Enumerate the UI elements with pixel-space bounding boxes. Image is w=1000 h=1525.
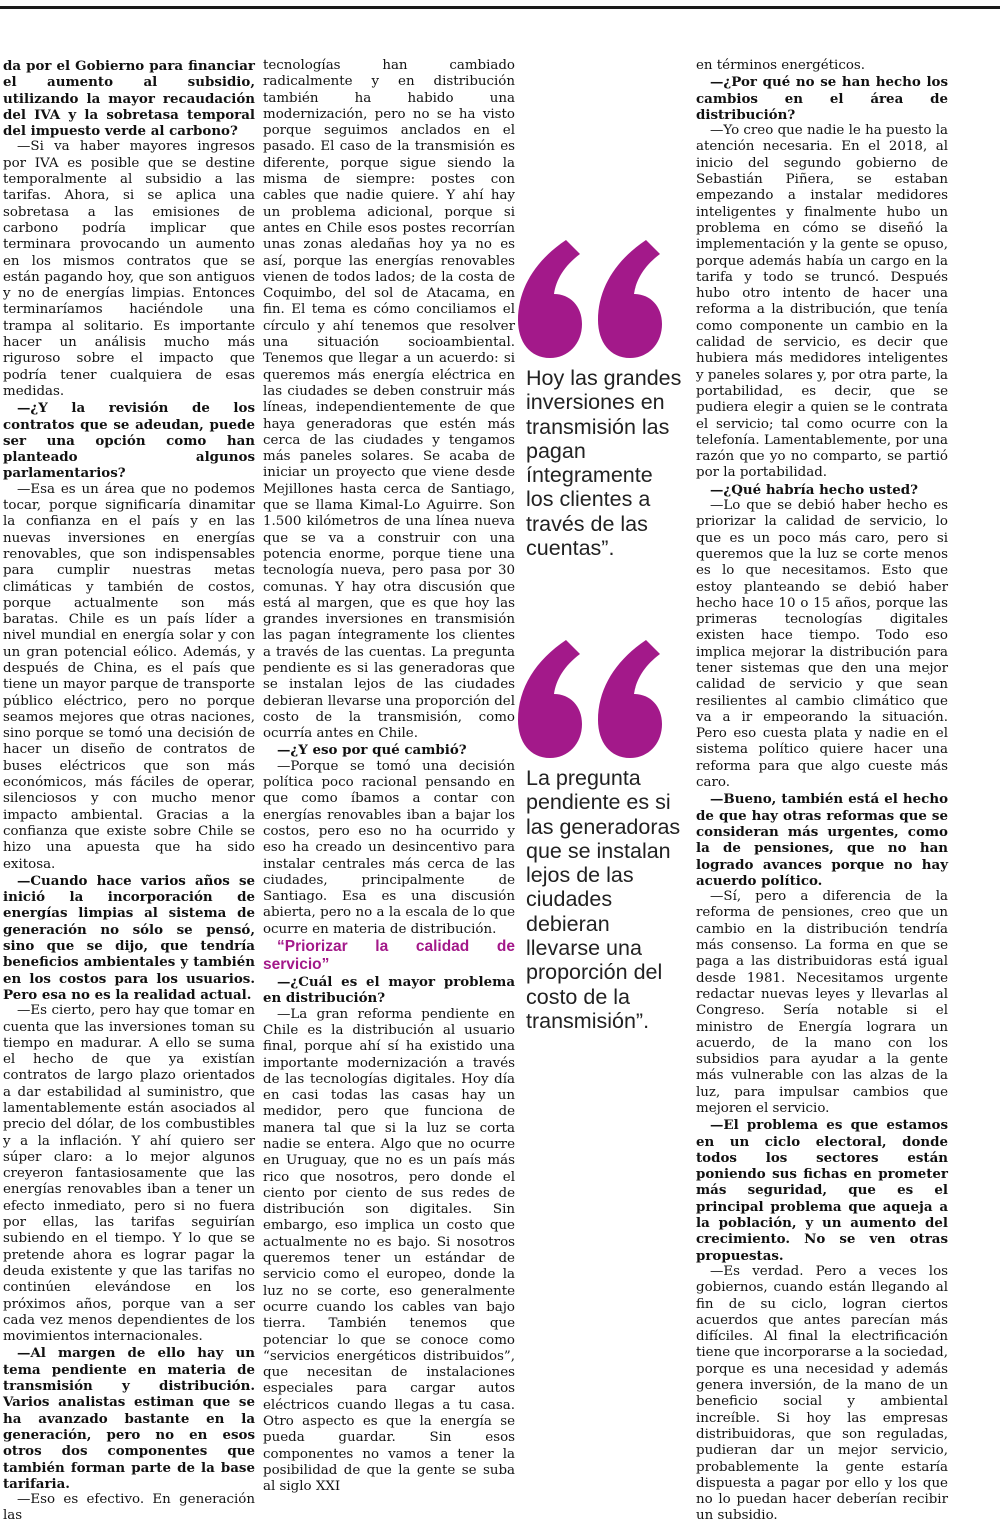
paragraph: —La gran reforma pendiente en Chile es la distribución al usuario final, porque ahí sí ha existido una importante modernización a través de las tecnologías digitales. Hoy día en casi todas las casas hay un medidor, pero que funciona de manera tal que si la luz se corta nadie se entera. Algo que no ocurre en Uruguay, que no es un país más rico que nosotros, pero donde el ciento por ciento de sus redes de distribución son digitales. Sin embargo, eso implica un costo que actualmente no es bajo. Si nosotros queremos tener un estándar de servicio como el europeo, donde la luz no se corte, eso generalmente ocurre cuando los cables van bajo tierra. También tenemos que potenciar lo que se conoce como “servicios energéticos distribuidos”, que necesitan de instalaciones especiales para cargar autos eléctricos cuando llegas a tu casa. Otro aspecto es que la energía se pueda guardar. Sin esos componentes no vamos a tener la posibilidad de que la gente se suba al siglo XXI <box>263 1006 515 1495</box>
interview-question: —Cuando hace varios años se inició la incorporación de energías limpias al sistema de generación no sólo se pensó, sino que se dijo, que tendría beneficios ambientales y también en los costos para los usuarios. Pero esa no es la realidad actual. <box>3 872 255 1003</box>
paragraph: tecnologías han cambiado radicalmente y en distribución también ha habido una modernización, pero no se ha visto porque seguimos anclados en el pasado. El caso de la transmisión es diferente, porque sigue siendo la misma de siempre: postes con cables que nadie quiere. Y ahí hay un problema adicional, porque si antes en Chile esos postes recorrían unas zonas aledañas hoy ya no es así, porque las energías renovables vienen de todos lados; de la costa de Coquimbo, del sol de Atacama, en fin. El tema es cómo conciliamos el círculo y ahí tenemos que resolver una situación socioambiental. Tenemos que llegar a un acuerdo: si queremos más energía eléctrica en las ciudades se deben construir más líneas, independientemente de que haya generadoras que estén más cerca de las ciudades y tengamos más paneles solares. Se acaba de iniciar un proyecto que viene desde Mejillones hasta cerca de Santiago, que se llama Kimal-Lo Aguirre. Son 1.500 kilómetros de una línea nueva que se va a construir con una potencia enorme, porque tiene una tecnología nueva, pero pasa por 30 comunas. Y hay otra discusión que está al margen, que es que hoy las grandes inversiones en transmisión las pagan íntegramente los clientes a través de las cuentas. La pregunta pendiente es si las generadoras que se instalan lejos de las ciudades debieran llevarse una proporción del costo de la transmisión, como ocurría antes en Chile. <box>263 58 515 742</box>
interview-question: —¿Cuál es el mayor problema en distribución? <box>263 974 515 1007</box>
article-column-1 <box>3 58 255 1524</box>
article-column-2 <box>263 58 515 1495</box>
interview-question: —Bueno, también está el hecho de que hay otras reformas que se consideran más urgentes, como la de pensiones, que no han logrado avances porque no hay acuerdo político. <box>696 791 948 889</box>
paragraph: —Porque se tomó una decisión política poco racional pensando en que como íbamos a contar con energías renovables iban a bajar los costos, pero eso no ha ocurrido y eso ha creado un desincentivo para instalar centrales más cerca de las ciudades, principalmente de Santiago. Esa es una discusión abierta, pero no a la escala de lo que ocurre en materia de distribución. <box>263 758 515 937</box>
pull-quote-1: Hoy las grandes inversiones en transmisión las pagan íntegramente los clientes a través de las cuentas”. <box>526 366 682 561</box>
paragraph: en términos energéticos. <box>696 58 866 73</box>
article-column-4 <box>696 58 948 1524</box>
interview-question: —¿Y eso por qué cambió? <box>277 742 467 759</box>
top-rule <box>0 6 1000 9</box>
interview-question: —El problema es que estamos en un ciclo electoral, donde todos los sectores están poniendo sus fichas en prometer más seguridad, que es el principal problema que aqueja a la población, y un aumento del crecimiento. No se ven otras propuestas. <box>696 1117 948 1264</box>
interview-question: —Al margen de ello hay un tema pendiente en materia de transmisión y distribución. Varios analistas estiman que se ha avanzado bastante en la generación, pero no en esos otros dos componentes que también forman parte de la base tarifaria. <box>3 1345 255 1492</box>
quote-mark-icon <box>518 232 688 372</box>
paragraph: —Lo que se debió haber hecho es priorizar la calidad de servicio, lo que es un poco más caro, pero si queremos que la luz se corte menos es lo que necesitamos. Esto que estoy planteando se debió haber hecho hace 10 o 15 años, porque las primeras tecnologías digitales existen hace tiempo. Todo eso implica mejorar la distribución para tener sistemas que den una mejor calidad de servicio y que sean resilientes al cambio climático que va a ir empeorando la situación. Pero eso cuesta plata y nadie en el sistema político quiere hacer una reforma para que algo cueste más caro. <box>696 498 948 791</box>
pull-quote-2: La pregunta pendiente es si las generadoras que se instalan lejos de las ciudades debieran llevarse una proporción del costo de la transmisión”. <box>526 766 681 1033</box>
paragraph: —Esa es un área que no podemos tocar, porque significaría dinamitar la confianza en el país y en las nuevas inversiones en energías renovables, que son indispensables para cumplir nuestras metas climáticas y también de costos, porque actualmente son más baratas. Chile es un país líder a nivel mundial en energía solar y con un gran potencial eólico. Además, y después de China, es el país que tiene un mayor parque de transporte público eléctrico, pero no porque seamos mejores que otras naciones, sino porque se tomó una decisión de hacer un diseño de contratos de buses eléctricos que son más económicos, más fáciles de operar, silenciosos y con mucho menor impacto ambiental. Gracias a la confianza que existe sobre Chile se hizo una apuesta que ha sido exitosa. <box>3 481 255 872</box>
interview-question: —¿Qué habría hecho usted? <box>710 481 918 498</box>
paragraph: —Yo creo que nadie le ha puesto la atención necesaria. En el 2018, al inicio del segundo gobierno de Sebastián Piñera, se estaban empezando a instalar medidores inteligentes y finalmente hubo un problema en cómo se diseñó la implementación y la gente se opuso, porque además había un cargo en la tarifa y todo se truncó. Después hubo otro intento de hacer una reforma a la distribución, que tenía como componente un cambio en la calidad de servicio, es decir que hubiera más medidores inteligentes y paneles solares y, por otra parte, la portabilidad, es decir, que se pudiera elegir a quien se le contrata el servicio; tal como ocurre con la telefonía. Lamentablemente, por una razón que yo no comparto, se partió por la portabilidad. <box>696 123 948 481</box>
interview-question: —¿Por qué no se han hecho los cambios en el área de distribución? <box>696 74 948 123</box>
paragraph: —Eso es efectivo. En generación las <box>3 1492 255 1524</box>
quote-mark-icon <box>518 632 688 772</box>
paragraph: —Es verdad. Pero a veces los gobiernos, cuando están llegando al fin de su ciclo, logran ciertos acuerdos que antes parecían más difíciles. Al final la electrificación tiene que incorporarse a la sociedad, porque es una necesidad y además genera inversión, de la mano de un beneficio social y ambiental increíble. Si hoy las empresas distribuidoras, que son reguladas, pudieran dar un mejor servicio, probablemente la gente estaría dispuesta a pagar por ello y los que no lo puedan hacer deberían recibir un subsidio. <box>696 1263 948 1524</box>
interview-question: —¿Y la revisión de los contratos que se adeudan, puede ser una opción como han planteado algunos parlamentarios? <box>3 400 255 482</box>
paragraph: —Es cierto, pero hay que tomar en cuenta que las inversiones toman su tiempo en madurar. A ello se suma el hecho de que ya existían contratos de largo plazo orientados a dar estabilidad al suministro, que lamentablemente están asociados al precio del dólar, de los combustibles y a la inflación. Y ahí quiero ser súper claro: a lo mejor algunos creyeron fantasiosamente que las energías renovables iban a tener un efecto inmediato, pero si no fuera por ellas, las tarifas seguirían subiendo en el tiempo. Y lo que se pretende ahora es lograr pagar la deuda existente y que las tarifas no continúen elevándose en los próximos años, porque van a ser cada vez menos dependientes de los movimientos internacionales. <box>3 1003 255 1345</box>
interview-question: da por el Gobierno para financiar el aumento al subsidio, utilizando la mayor recaudación del IVA y la sobretasa temporal del impuesto verde al carbono? <box>3 58 255 140</box>
section-subhead: “Priorizar la calidad de servicio” <box>263 938 515 974</box>
paragraph: —Si va haber mayores ingresos por IVA es posible que se destine temporalmente al subsidio a las tarifas. Ahora, si se aplica una sobretasa a las emisiones de carbono podría implicar que terminara provocando un aumento en los mismos contratos que se están pagando hoy, que son antiguos y no de energías limpias. Entonces terminaríamos haciéndole una trampa al solitario. Es importante hacer un análisis mucho más riguroso sobre el impacto que podría tener cualquiera de esas medidas. <box>3 139 255 399</box>
paragraph: —Sí, pero a diferencia de la reforma de pensiones, creo que un cambio en la distribución tendría más consenso. La forma en que se paga a las distribuidoras está igual desde 1981. Necesitamos urgente redactar nuevas leyes y llevarlas al Congreso. Sería notable si el ministro de Energía lograra un acuerdo, de la mano con los subsidios para ayudar a la gente más vulnerable con las alzas de la luz, para impulsar cambios que mejoren el servicio. <box>696 889 948 1116</box>
